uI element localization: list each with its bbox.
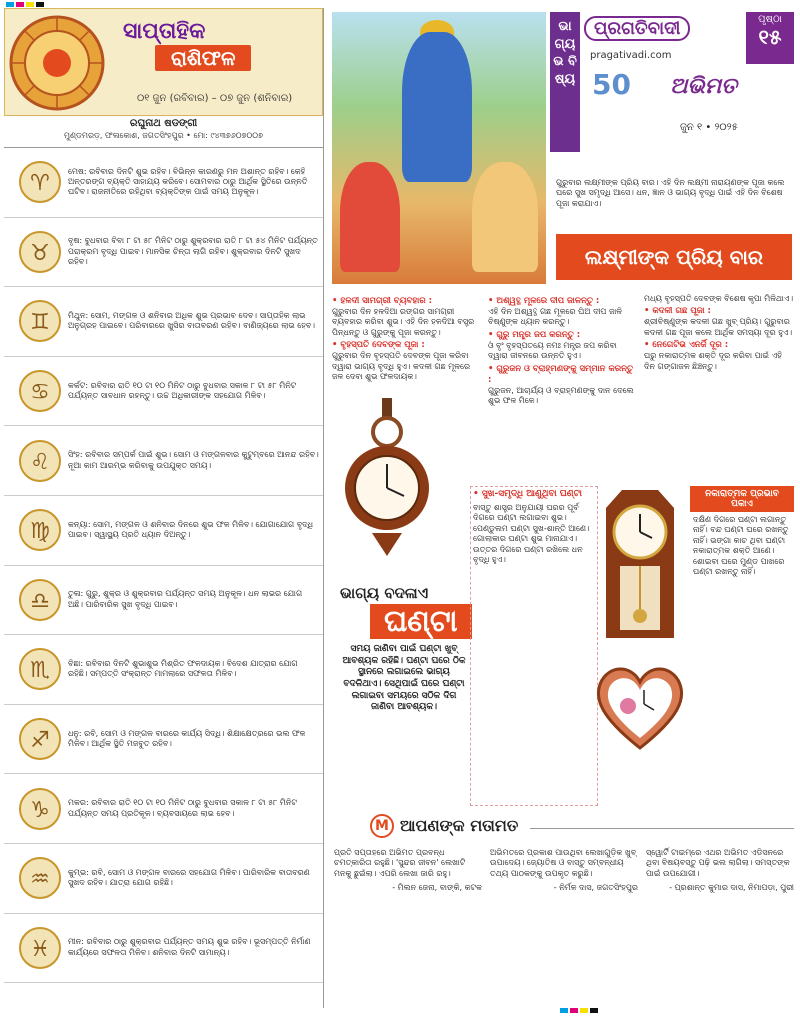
devotee-figure	[340, 162, 400, 272]
box-title: • ସୁଖ-ସମୃଦ୍ଧି ଆଣୁଥିବା ଘଣ୍ଟା	[471, 487, 597, 501]
paragraph: ଓଁ ବୃଂ ବୃହସ୍ପତୟେ ନମଃ ମନ୍ତ୍ର ଜପ କରିବା ଦ୍ୱାରା ଜୀବନରେ ଉନ୍ନତି ହୁଏ।	[488, 340, 617, 361]
zodiac-row	[4, 705, 323, 775]
horoscope-masthead	[4, 8, 323, 116]
paragraph: ଦକ୍ଷିଣ ଦିଗରେ ଘଣ୍ଟା ଲଗାନ୍ତୁ ନାହିଁ। ବନ୍ଦ ଘଣ୍ଟା ଘରେ ରଖନ୍ତୁ ନାହିଁ। ଭଙ୍ଗା କାଚ ଥିବା ଘଣ୍ଟା ନକାରାତ୍ମକ ଶକ୍ତି ଆଣେ। ଶୋଇବା ଘରେ ମୁଣ୍ଡ ପାଖରେ ଘଣ୍ଟା ରଖନ୍ତୁ ନାହିଁ।	[693, 515, 789, 576]
paragraph: ଶ୍ରୀବିଷ୍ଣୁଙ୍କ କଦଳୀ ଗଛ ଖୁବ୍ ପ୍ରିୟ। ଗୁରୁବାର କଦଳୀ ଗଛ ପୂଜା କଲେ ଆର୍ଥିକ ସମସ୍ୟା ଦୂର ହୁଏ।	[644, 317, 793, 337]
author-address: ମୁଣ୍ଡମରଡ଼, ଫଳାକୋଶ, ଜଗତସିଂହପୁର • ମୋ: ୯୪୩୭୬୦୭୦୦୭	[64, 131, 263, 140]
letter-signature: - ମିଲନ ଜେନା, ବାଙ୍କି, କଟକ	[392, 883, 482, 893]
heart-clock-illustration	[592, 658, 688, 754]
letter-text: ପ୍ରତି ସପ୍ତାହରେ ଅଭିମତ ପ୍ରବନ୍ଧ ଚମତ୍କାରିତା ରହୁଛି। 'ସୁନ୍ଦର ଜୀବନ' ଲେଖାଟି ମନକୁ ଛୁଇଁଲା। ଏପରି ଲେଖା ଜାରି ରହୁ।	[334, 848, 466, 878]
paragraph: ଘରୁ ନକାରାତ୍ମକ ଶକ୍ତି ଦୂର କରିବା ପାଇଁ ଏହି ଦିନ ଗଙ୍ଗାଜଳ ଛିଞ୍ଚନ୍ତୁ।	[644, 351, 782, 371]
capricorn-icon	[18, 787, 62, 831]
vishnu-illustration	[332, 12, 546, 284]
prosperity-box	[470, 486, 598, 806]
svg-text:♈: ♈	[30, 171, 50, 197]
svg-text:♎: ♎	[30, 588, 50, 614]
feature-headline: ଲକ୍ଷ୍ମୀଙ୍କ ପ୍ରିୟ ବାର	[556, 234, 792, 280]
zodiac-text: ମିଥୁନ: ସୋମ, ମଙ୍ଗଳ ଓ ଶନିବାର ଅଧିକ ଶୁଭ ପ୍ରଭାବ ଦେବ। ସାପ୍ତାହିକ ଲାଭ ଅନୁଗ୍ରହ ପାଇବେ। ପରିବାରରେ ଖୁସିର ବାତାବରଣ ରହିବ। ବାଣିଜ୍ୟରେ ଲାଭ ହେବ।	[68, 311, 315, 331]
taurus-icon	[18, 230, 62, 274]
subhead: • ଗୁରୁଜନ ଓ ବ୍ରାହ୍ମଣଙ୍କୁ ସମ୍ମାନ କରନ୍ତୁ :	[488, 363, 634, 385]
page-number-box	[746, 12, 794, 64]
letter-text: ସ୍ୱୋର୍ଟି ଟାଇମ୍‌ରେ ଏଥର ଅଭିମତ ଏଡିସନରେ ଥିବା ବିଷୟବସ୍ତୁ ପଢ଼ି ଭଲ ଲାଗିଲା। ସମସ୍ତଙ୍କ ପାଇଁ ଉପଯୋଗୀ।	[646, 848, 790, 878]
zodiac-text: ମୀନ: ରବିବାର ଠାରୁ ଶୁକ୍ରବାର ପର୍ଯ୍ୟନ୍ତ ସମୟ ଶୁଭ ରହିବ। ଭୂସମ୍ପତ୍ତି ନିର୍ମାଣ କାର୍ଯ୍ୟରେ ସଫଳତା ମିଳିବ। ଶନିବାର ଦିନଟି ସାମାନ୍ୟ।	[68, 937, 311, 957]
article-column-3	[644, 294, 794, 372]
zodiac-row	[4, 357, 323, 427]
zodiac-wheel-icon	[9, 15, 105, 111]
zodiac-text: ମେଷ: ରବିବାର ଦିନଟି ଶୁଭ ରହିବ। ବିଭିନ୍ନ କାରଣରୁ ମନ ଅଶାନ୍ତ ରହିବ। କେହି ଅନ୍ତରଙ୍ଗ ବ୍ୟକ୍ତି ସାହାଯ୍ୟ କରିବେ। ସୋମବାର ଠାରୁ ଆର୍ଥିକ ସ୍ଥିତିରେ ଉନ୍ନତି ଘଟିବ। ରାଜନୀତିରେ ରହିଥିବା ବ୍ୟକ୍ତିଙ୍କ ପାଇଁ ସମୟ ଅନୁକୂଳ।	[68, 166, 308, 197]
newspaper-masthead	[550, 12, 794, 152]
zodiac-row	[4, 496, 323, 566]
pendulum-clock-illustration	[592, 488, 688, 648]
divider	[530, 828, 794, 829]
gemini-icon	[18, 299, 62, 343]
main-content	[330, 8, 796, 1008]
article-column-2	[488, 294, 638, 407]
page-number: ୧୫	[758, 25, 782, 49]
leo-icon	[18, 439, 62, 483]
svg-text:♐: ♐	[30, 728, 50, 754]
zodiac-row	[4, 635, 323, 705]
zodiac-row	[4, 914, 323, 984]
paragraph: ବାସ୍ତୁ ଶାସ୍ତ୍ର ଅନୁଯାୟୀ ଘରର ପୂର୍ବ ଦିଗରେ ଘଣ୍ଟା ଲଗାଇବା ଶୁଭ। ପେଣ୍ଡୁଲମ ଘଣ୍ଟା ସୁଖ-ଶାନ୍ତି ଆଣେ। ଗୋଲାକାର ଘଣ୍ଟା ଶୁଭ ମାନାଯାଏ। ଉତ୍ତର ଦିଗରେ ଘଣ୍ଟା ରଖିଲେ ଧନ ବୃଦ୍ଧି ହୁଏ।	[473, 503, 590, 564]
bell-title: ଭାଗ୍ୟ ବଦଳାଏ	[340, 584, 429, 602]
subhead: • ଗୁରୁ ମନ୍ତ୍ର ଜପ କରନ୍ତୁ :	[488, 329, 581, 340]
anniversary-logo: 50	[592, 68, 631, 101]
devotee-figure	[472, 162, 538, 272]
zodiac-text: ବୃଷ: ବୁଧବାର ବିବା ୮ ଟା ୫୮ ମିନିଟ ଠାରୁ ଶୁକ୍ରବାର ରାତି ୮ ଟା ୫୪ ମିନିଟ ପର୍ଯ୍ୟନ୍ତ ପରାକ୍ରମ ବୃଦ୍ଧି ପାଇବ। ମାନସିକ ଚିନ୍ତା ଲାଗି ରହିବ। ଶୁକ୍ରବାର ଦିନଟି ସୁଖଦ ରହିବ।	[68, 236, 318, 267]
zodiac-text: ଧନୁ: ରବି, ସୋମ ଓ ମଙ୍ଗଳ ବାରରେ କାର୍ଯ୍ୟ ସିଦ୍ଧି। ଶିକ୍ଷାକ୍ଷେତ୍ରରେ ଭଲ ଫଳ ମିଳିବ। ଆର୍ଥିକ ସ୍ଥିତି ମଜବୁତ ରହିବ।	[68, 728, 306, 749]
subhead: • ବୃହସ୍ପତି ଦେବଙ୍କ ପୂଜା :	[332, 340, 425, 351]
opinion-letter	[646, 848, 794, 894]
registration-mark	[560, 1008, 598, 1013]
date-range: ୦୧ ଜୁନ (ରବିବାର) – ୦୭ ଜୁନ (ଶନିବାର)	[137, 93, 293, 104]
svg-text:♍: ♍	[30, 519, 50, 545]
zodiac-text: କୁମ୍ଭ: ରବି, ସୋମ ଓ ମଙ୍ଗଳ ବାରରେ ସହଯୋଗ ମିଳିବ। ପାରିବାରିକ ବାତାବରଣ ସୁଖଦ ରହିବ। ଯାତ୍ରା ଯୋଗ ରହିଛି।	[68, 867, 310, 888]
article-column-1	[332, 294, 482, 382]
subhead: • କଦଳୀ ଗଛ ପୂଜା :	[644, 306, 711, 317]
zodiac-text: ତୁଳା: ଗୁରୁ, ଶୁକ୍ର ଓ ଶୁକ୍ରବାର ପର୍ଯ୍ୟନ୍ତ ସମୟ ଅନୁକୂଳ। ଧନ ଲାଭର ଯୋଗ ଅଛି। ପାରିବାରିକ ସୁଖ ବୃଦ୍ଧି ପାଇବ।	[68, 589, 303, 609]
svg-text:♋: ♋	[30, 380, 50, 406]
zodiac-list	[4, 148, 323, 983]
zodiac-row	[4, 426, 323, 496]
subhead: • ନେଗେଟିଭ ଏନର୍ଜି ଦୂର :	[644, 340, 729, 351]
lead-paragraph: ଗୁରୁବାର ଲକ୍ଷ୍ମୀଙ୍କ ପ୍ରିୟ ବାର। ଏହି ଦିନ ଲକ୍ଷ୍ମୀ ନାରାୟଣଙ୍କ ପୂଜା କଲେ ଘରେ ସୁଖ ସମୃଦ୍ଧି ଆସେ। ଧନ, ଜ୍ଞାନ ଓ ଭାଗ୍ୟ ବୃଦ୍ଧି ପାଇଁ ଏହି ଦିନ ବିଶେଷ ପୂଜା କରାଯାଏ।	[556, 178, 785, 208]
newspaper-logo: ପ୍ରଗତିବାଦୀ	[584, 16, 690, 41]
cancer-icon	[18, 369, 62, 413]
registration-mark	[6, 2, 44, 7]
virgo-icon	[18, 508, 62, 552]
opinion-logo-icon: M	[370, 814, 394, 838]
byline	[4, 116, 323, 148]
opinion-letter	[490, 848, 638, 894]
zodiac-row	[4, 287, 323, 357]
zodiac-row	[4, 566, 323, 636]
website-url: pragativadi.com	[590, 50, 672, 61]
negative-effect-box	[690, 486, 794, 806]
opinion-title: ଆପଣଙ୍କ ମତାମତ	[400, 816, 519, 835]
subhead: • ଅଶ୍ୱତ୍ଥ ମୂଳରେ ଦୀପ ଜାଳନ୍ତୁ :	[488, 296, 600, 306]
paragraph: ଗୁରୁଜନ, ଆଚାର୍ଯ୍ୟ ଓ ବ୍ରାହ୍ମଣଙ୍କୁ ଦାନ ଦେଲେ ଶୁଭ ଫଳ ମିଳେ।	[488, 385, 634, 406]
scorpio-icon	[18, 647, 62, 691]
page-subtitle: ରାଶିଫଳ	[155, 45, 251, 71]
opinion-letter	[334, 848, 482, 894]
wall-clock-illustration	[342, 398, 432, 558]
svg-text:♌: ♌	[30, 449, 50, 475]
subhead: • ହଳଦୀ ସାମଗ୍ରୀ ବ୍ୟବହାର :	[332, 296, 433, 306]
paragraph: ଗୁରୁବାର ଦିନ ହଳଦିଆ ରଙ୍ଗର ସାମଗ୍ରୀ ବ୍ୟବହାର କରିବା ଶୁଭ। ଏହି ଦିନ ହଳଦିଆ ବସ୍ତ୍ର ପିନ୍ଧନ୍ତୁ ଓ ଗୁରୁଙ୍କୁ ପୂଜା କରନ୍ତୁ।	[332, 307, 475, 337]
svg-text:♊: ♊	[30, 310, 50, 336]
zodiac-text: କର୍କଟ: ରବିବାର ରାତି ୧୦ ଟା ୧୦ ମିନିଟ ଠାରୁ ବୁଧବାର ସକାଳ ୮ ଟା ୫୮ ମିନିଟ ପର୍ଯ୍ୟନ୍ତ ସାବଧାନ ରହନ୍ତୁ। ଉଚ୍ଚ ଅଧିକାରୀଙ୍କ ସହଯୋଗ ମିଳିବ।	[68, 380, 297, 401]
aquarius-icon	[18, 856, 62, 900]
svg-text:♉: ♉	[30, 240, 50, 266]
aries-icon	[18, 160, 62, 204]
zodiac-row	[4, 148, 323, 218]
paragraph: ଏହି ଦିନ ଅଶ୍ୱତ୍ଥ ଗଛ ମୂଳରେ ଘିଅ ଦୀପ ଜାଳି ବିଷ୍ଣୁଙ୍କ ଧ୍ୟାନ କରନ୍ତୁ।	[488, 307, 623, 327]
deity-figure	[402, 32, 472, 182]
svg-text:♓: ♓	[30, 936, 50, 962]
horoscope-column	[4, 8, 324, 1008]
zodiac-row	[4, 844, 323, 914]
issue-date: ଜୁନ ୧ • ୨୦୨୫	[680, 122, 738, 133]
libra-icon	[18, 578, 62, 622]
section-label: ଭା ଗ୍ୟ ଭ ବି ଷ୍ୟ	[550, 12, 580, 152]
svg-text:♏: ♏	[30, 658, 50, 684]
opinion-header	[370, 814, 518, 838]
page-label: ପୃଷ୍ଠା	[758, 14, 782, 25]
svg-text:♑: ♑	[30, 797, 50, 823]
paragraph: ଗୁରୁବାର ଦିନ ବୃହସ୍ପତି ଦେବଙ୍କ ପୂଜା କରିବା ଦ୍ୱାରା ଭାଗ୍ୟ ବୃଦ୍ଧି ହୁଏ। କଦଳୀ ଗଛ ମୂଳରେ ଜଳ ଦେବା ଶୁଭ ଫଳଦାୟକ।	[332, 351, 471, 382]
letter-signature: - ପ୍ରଶାନ୍ତ କୁମାର ଦାସ, ନିମାପଡ଼ା, ପୁରୀ	[669, 883, 794, 893]
letter-signature: - ନିର୍ମଳ ଦାସ, ଜଗତସିଂହପୁର	[553, 883, 638, 893]
letter-text: ଅଭିମତରେ ପ୍ରକାଶ ପାଉଥିବା ଲେଖାଗୁଡ଼ିକ ଖୁବ୍ ଉପାଦେୟ। ଜ୍ୟୋତିଷ ଓ ବାସ୍ତୁ ସମ୍ବନ୍ଧୀୟ ତଥ୍ୟ ପାଠକଙ୍କୁ ଉପକୃତ କରୁଛି।	[490, 848, 637, 878]
sagittarius-icon	[18, 717, 62, 761]
svg-text:♒: ♒	[30, 867, 50, 893]
supplement-name: ଅଭିମତ	[670, 74, 737, 99]
paragraph: ମଧ୍ୟ ବୃହସ୍ପତି ଦେବଙ୍କ ବିଶେଷ କୃପା ମିଳିଥାଏ।	[644, 294, 794, 303]
zodiac-row	[4, 774, 323, 844]
zodiac-row	[4, 218, 323, 288]
bell-title-highlight: ଘଣ୍ଟା	[370, 604, 472, 639]
zodiac-text: ମକର: ରବିବାର ରାତି ୧୦ ଟା ୧୦ ମିନିଟ ଠାରୁ ବୁଧବାର ସକାଳ ୮ ଟା ୫୮ ମିନିଟ ପର୍ଯ୍ୟନ୍ତ ସମୟ ପ୍ରତିକୂଳ। ବ୍ୟବସାୟରେ ଲାଭ ହେବ।	[68, 798, 297, 818]
page-title: ସାପ୍ତାହିକ	[123, 19, 206, 44]
zodiac-text: ବିଛା: ରବିବାର ଦିନଟି ଶୁଭାଶୁଭ ମିଶ୍ରିତ ଫଳଦାୟକ। ବିଦେଶ ଯାତ୍ରାର ଯୋଗ ରହିଛି। ସମ୍ପତ୍ତି ସଂକ୍ରାନ୍ତ ମାମଲାରେ ସଫଳତା ମିଳିବ।	[68, 659, 298, 679]
bell-intro: ସମୟ ଜାଣିବା ପାଇଁ ଘଣ୍ଟା ଖୁବ୍ ଆବଶ୍ୟକ ରହିଛି। ଘଣ୍ଟା ଘରେ ଠିକ ସ୍ଥାନରେ ଲଗାଇଲେ ଭାଗ୍ୟ ବଦଳିଥାଏ। ସେଥିପାଇଁ ଘରେ ଘଣ୍ଟା ଲଗାଇବା ସମୟରେ ସଠିକ ଦିଗ ଜାଣିବା ଆବଶ୍ୟକ।	[342, 644, 466, 713]
zodiac-text: ସିଂହ: ରବିବାର ସମ୍ପର୍କ ପାଇଁ ଶୁଭ। ସୋମ ଓ ମଙ୍ଗଳବାର କୁଟୁମ୍ବରେ ଆନନ୍ଦ ରହିବ। ନୂଆ କାମ ଆରମ୍ଭ କରିବାକୁ ଉପଯୁକ୍ତ ସମୟ।	[68, 450, 319, 470]
zodiac-text: କନ୍ୟା: ସୋମ, ମଙ୍ଗଳ ଓ ଶନିବାର ଦିନରେ ଶୁଭ ଫଳ ମିଳିବ। ଯୋଗାଯୋଗ ବୃଦ୍ଧି ପାଇବ। ସ୍ୱାସ୍ଥ୍ୟ ପ୍ରତି ଧ୍ୟାନ ଦିଅନ୍ତୁ।	[68, 519, 314, 540]
box-title: ନକାରାତ୍ମକ ପ୍ରଭାବ ପକାଏ	[690, 486, 794, 512]
pisces-icon	[18, 926, 62, 970]
author-name: ରଘୁନାଥ ଷଡଙ୍ଗୀ	[129, 118, 198, 129]
